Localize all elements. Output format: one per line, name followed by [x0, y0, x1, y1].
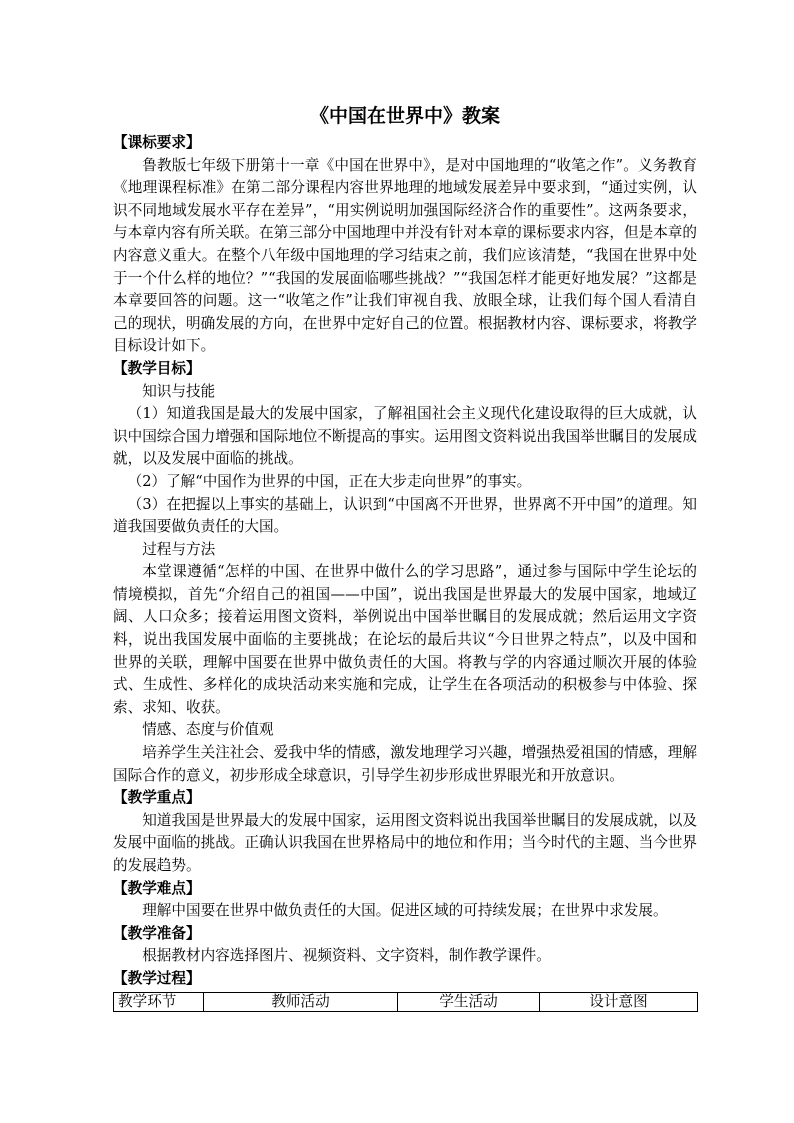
document-title: 《中国在世界中》教案	[309, 105, 500, 127]
document-page	[113, 100, 697, 1012]
preparation-heading: 【教学准备】	[113, 924, 201, 942]
attitude-paragraph: 培养学生关注社会、爱我中华的情感，激发地理学习兴趣，增强热爱祖国的情感，理解国际合作的意义，初步形成全球意识，引导学生初步形成世界眼光和开放意识。	[113, 744, 697, 784]
table-header-cell: 学生活动	[398, 992, 540, 1011]
teaching-process-table	[113, 992, 698, 1012]
key-points-heading: 【教学重点】	[113, 789, 201, 807]
process-heading: 【教学过程】	[113, 969, 201, 987]
table-header-cell: 设计意图	[540, 992, 698, 1011]
objectives-heading: 【教学目标】	[113, 359, 201, 377]
objective-item-1: （1）知道我国是最大的发展中国家，了解祖国社会主义现代化建设取得的巨大成就，认识中国综合国力增强和国际地位不断提高的事实。运用图文资料说出我国举世瞩目的发展成就，以及发展中面临的挑战。	[113, 405, 697, 468]
table-header-cell: 教师活动	[204, 992, 398, 1011]
process-paragraph: 本堂课遵循“怎样的中国、在世界中做什么的学习思路”，通过参与国际中学生论坛的情境模拟，首先“介绍自己的祖国——中国”，说出我国是世界最大的发展中国家，地域辽阔、人口众多；接着运用图文资料，举例说出中国举世瞩目的发展成就；然后运用文字资料，说出我国发展中面临的主要挑战；在论坛的最后共议“今日世界之特点”，以及中国和世界的关联，理解中国要在世界中做负责任的大国。将教与学的内容通过顺次开展的体验式、生成性、多样化的成块活动来实施和完成，让学生在各项活动的积极参与中体验、探索、求知、收获。	[113, 563, 697, 716]
objective-item-2: （2）了解“中国作为世界的中国，正在大步走向世界”的事实。	[127, 472, 532, 490]
table-header-cell: 教学环节	[114, 992, 204, 1011]
attitude-subtitle: 情感、态度与价值观	[142, 721, 274, 739]
process-subtitle: 过程与方法	[142, 540, 216, 558]
standards-heading: 【课标要求】	[113, 134, 201, 151]
knowledge-subtitle: 知识与技能	[142, 382, 216, 400]
standards-paragraph: 鲁教版七年级下册第十一章《中国在世界中》，是对中国地理的“收笔之作”。义务教育《地理课程标准》在第二部分课程内容世界地理的地域发展差异中要求到，“通过实例，认识不同地域发展水平存在差异”，“用实例说明加强国际经济合作的重要性”。这两条要求，与本章内容有所关联。在第三部分中国地理中并没有针对本章的课标要求内容，但是本章的内容意义重大。在整个八年级中国地理的学习结束之前，我们应该清楚，“我国在世界中处于一个什么样的地位？”“我国的发展面临哪些挑战？”“我国怎样才能更好地发展？”这都是本章要回答的问题。这一“收笔之作”让我们审视自我、放眼全球，让我们每个国人看清自己的现状，明确发展的方向，在世界中定好自己的位置。根据教材内容、课标要求，将教学目标设计如下。	[113, 156, 697, 355]
preparation-paragraph: 根据教材内容选择图片、视频资料、文字资料，制作教学课件。	[142, 947, 551, 965]
key-points-paragraph: 知道我国是世界最大的发展中国家，运用图文资料说出我国举世瞩目的发展成就，以及发展中面临的挑战。正确认识我国在世界格局中的地位和作用；当今时代的主题、当今世界的发展趋势。	[113, 811, 697, 874]
objective-item-3: （3）在把握以上事实的基础上，认识到“中国离不开世界，世界离不开中国”的道理。知道我国要做负责任的大国。	[113, 495, 697, 536]
difficulties-paragraph: 理解中国要在世界中做负责任的大国。促进区域的可持续发展；在世界中求发展。	[142, 902, 668, 920]
table-header-row	[114, 992, 698, 1011]
difficulties-heading: 【教学难点】	[113, 879, 201, 897]
